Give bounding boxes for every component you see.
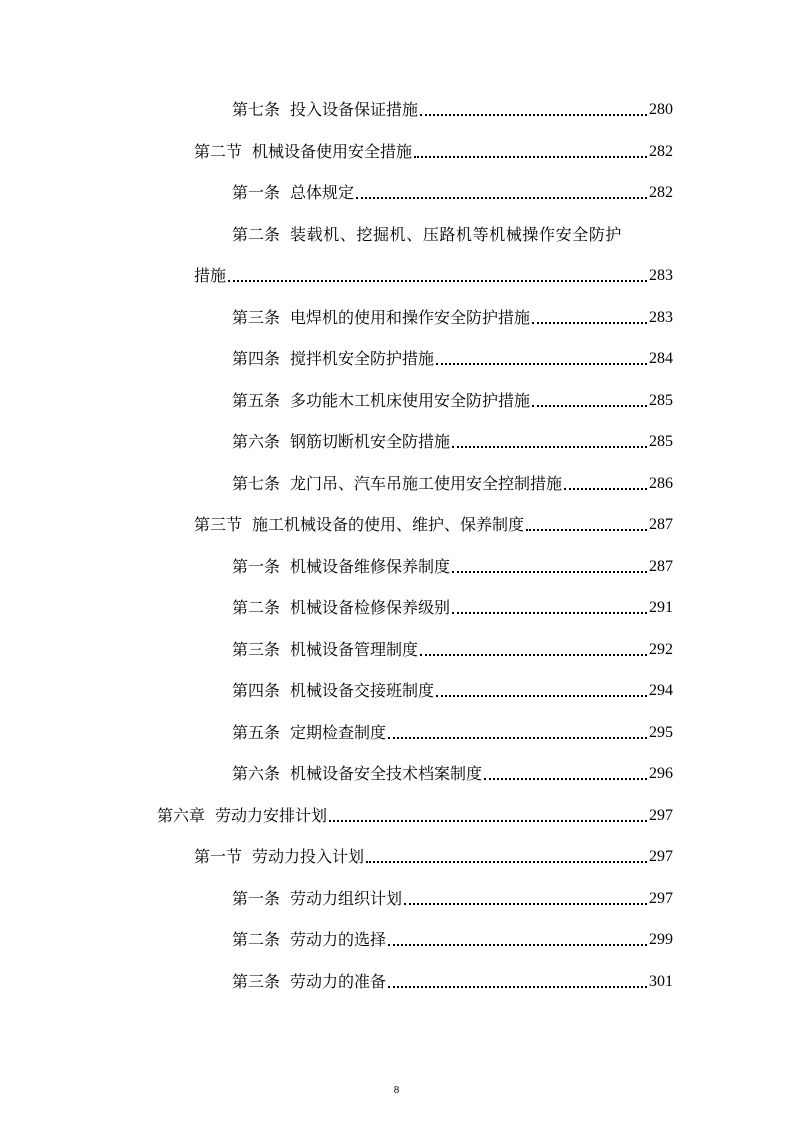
toc-entry[interactable] xyxy=(232,388,673,412)
toc-entry-title: 施工机械设备的使用、维护、保养制度 xyxy=(252,515,525,534)
toc-entry-label: 第五条 xyxy=(232,391,281,410)
toc-entry-page: 292 xyxy=(649,641,673,658)
toc-entry-title: 投入设备保证措施 xyxy=(290,100,419,119)
dot-leader xyxy=(484,778,647,780)
dot-leader xyxy=(420,654,647,656)
dot-leader xyxy=(452,446,647,448)
toc-entry-title: 搅拌机安全防护措施 xyxy=(290,349,435,368)
dot-leader xyxy=(414,156,647,158)
toc-entry-label: 第六条 xyxy=(232,764,281,783)
toc-entry-label: 第一条 xyxy=(232,889,281,908)
toc-entry-title: 机械设备管理制度 xyxy=(290,640,419,659)
toc-entry-title: 电焊机的使用和操作安全防护措施 xyxy=(290,308,531,327)
toc-entry[interactable] xyxy=(194,139,673,163)
toc-entry-continuation[interactable] xyxy=(194,263,673,287)
toc-entry-page: 294 xyxy=(649,682,673,699)
toc-entry[interactable] xyxy=(232,678,673,702)
toc-entry-label: 第五条 xyxy=(232,723,281,742)
toc-entry-page: 299 xyxy=(649,931,673,948)
toc-entry-label: 第四条 xyxy=(232,349,281,368)
toc-entry-label: 第一节 xyxy=(194,847,243,866)
toc-entry-label: 第三节 xyxy=(194,515,243,534)
toc-entry[interactable] xyxy=(232,969,673,993)
toc-entry-title: 机械设备检修保养级别 xyxy=(290,598,451,617)
toc-entry-page: 282 xyxy=(649,143,673,160)
dot-leader xyxy=(420,114,647,116)
toc-entry[interactable] xyxy=(232,97,673,121)
toc-entry-wrapped[interactable] xyxy=(232,222,673,246)
toc-entry-label: 第七条 xyxy=(232,100,281,119)
toc-entry-title: 劳动力的准备 xyxy=(290,972,387,991)
toc-entry-page: 285 xyxy=(649,433,673,450)
toc-entry-label: 第七条 xyxy=(232,474,281,493)
toc-entry[interactable] xyxy=(232,761,673,785)
toc-entry-page: 280 xyxy=(649,101,673,118)
toc-entry[interactable] xyxy=(232,471,673,495)
dot-leader xyxy=(356,197,647,199)
toc-entry[interactable] xyxy=(194,844,673,868)
dot-leader xyxy=(366,861,647,863)
toc-entry-page: 287 xyxy=(649,558,673,575)
toc-entry-page: 282 xyxy=(649,184,673,201)
toc-entry[interactable] xyxy=(157,803,673,827)
dot-leader xyxy=(329,820,647,822)
toc-entry-title: 定期检查制度 xyxy=(290,723,387,742)
toc-entry-page: 283 xyxy=(649,267,673,284)
toc-entry-label: 第六章 xyxy=(157,806,206,825)
toc-entry-label: 第二条 xyxy=(232,598,281,617)
toc-entry-title: 装载机、挖掘机、压路机等机械操作安全防护 xyxy=(290,225,623,244)
toc-entry[interactable] xyxy=(232,720,673,744)
toc-entry-page: 291 xyxy=(649,599,673,616)
toc-entry[interactable] xyxy=(232,886,673,910)
toc-entry[interactable] xyxy=(194,512,673,536)
toc-entry-label: 第三条 xyxy=(232,640,281,659)
dot-leader xyxy=(228,280,647,282)
toc-entry-label: 第一条 xyxy=(232,557,281,576)
toc-entry-label: 第三条 xyxy=(232,308,281,327)
toc-entry-title: 机械设备维修保养制度 xyxy=(290,557,451,576)
page-number: 8 xyxy=(393,1084,400,1096)
dot-leader xyxy=(564,488,647,490)
toc-entry-label: 第二条 xyxy=(232,225,281,244)
toc-entry-title: 机械设备使用安全措施 xyxy=(252,142,413,161)
dot-leader xyxy=(452,612,647,614)
toc-entry-title: 劳动力组织计划 xyxy=(290,889,403,908)
toc-entry-page: 283 xyxy=(649,309,673,326)
toc-entry-title: 总体规定 xyxy=(290,183,355,202)
toc-entry-page: 301 xyxy=(649,973,673,990)
dot-leader xyxy=(526,529,647,531)
toc-entry-title: 机械设备交接班制度 xyxy=(290,681,435,700)
toc-entry-page: 285 xyxy=(649,392,673,409)
toc-entry-title-continuation: 措施 xyxy=(194,266,227,285)
toc-entry-title: 机械设备安全技术档案制度 xyxy=(290,764,483,783)
toc-entry[interactable] xyxy=(232,429,673,453)
dot-leader xyxy=(388,986,647,988)
toc-entry-title: 多功能木工机床使用安全防护措施 xyxy=(290,391,531,410)
toc-entry[interactable] xyxy=(232,346,673,370)
dot-leader xyxy=(532,405,647,407)
dot-leader xyxy=(532,322,647,324)
toc-entry-label: 第六条 xyxy=(232,432,281,451)
toc-entry-label: 第二节 xyxy=(194,142,243,161)
toc-entry-title: 劳动力投入计划 xyxy=(252,847,365,866)
toc-entry-page: 286 xyxy=(649,475,673,492)
toc-entry[interactable] xyxy=(232,637,673,661)
toc-entry-page: 284 xyxy=(649,350,673,367)
toc-entry-label: 第三条 xyxy=(232,972,281,991)
toc-entry[interactable] xyxy=(232,554,673,578)
dot-leader xyxy=(388,737,647,739)
toc-entry-label: 第四条 xyxy=(232,681,281,700)
dot-leader xyxy=(404,903,647,905)
toc-entry[interactable] xyxy=(232,180,673,204)
toc-entry[interactable] xyxy=(232,927,673,951)
toc-entry-title: 劳动力的选择 xyxy=(290,930,387,949)
toc-entry-page: 297 xyxy=(649,890,673,907)
toc-entry-page: 297 xyxy=(649,848,673,865)
toc-entry-label: 第一条 xyxy=(232,183,281,202)
toc-entry-page: 296 xyxy=(649,765,673,782)
toc-entry-page: 287 xyxy=(649,516,673,533)
toc-entry-title: 龙门吊、汽车吊施工使用安全控制措施 xyxy=(290,474,563,493)
toc-entry-title: 钢筋切断机安全防措施 xyxy=(290,432,451,451)
dot-leader xyxy=(436,695,647,697)
toc-entry-title: 劳动力安排计划 xyxy=(215,806,328,825)
dot-leader xyxy=(452,571,647,573)
dot-leader xyxy=(436,363,647,365)
toc-entry[interactable] xyxy=(232,305,673,329)
toc-entry-page: 297 xyxy=(649,807,673,824)
toc-entry[interactable] xyxy=(232,595,673,619)
toc-entry-page: 295 xyxy=(649,724,673,741)
toc-entry-label: 第二条 xyxy=(232,930,281,949)
dot-leader xyxy=(388,944,647,946)
